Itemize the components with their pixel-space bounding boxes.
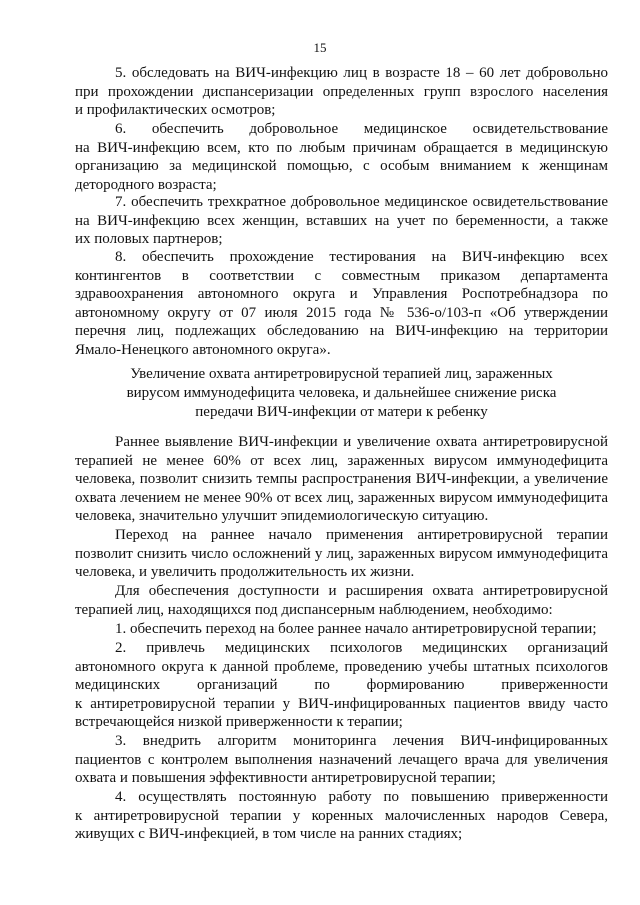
item-6-line: организацию за медицинской помощью, с особым вниманием к женщинам bbox=[75, 158, 608, 175]
list-item-line: 1. обеспечить переход на более раннее начало антиретровирусной терапии; bbox=[115, 621, 597, 637]
list-item-line: пациентов с контролем выполнения назначений лечащего врача для увеличения bbox=[75, 751, 608, 768]
paragraph-line: охвата лечением не менее 90% от всех лиц, зараженных вирусом иммунодефицита bbox=[75, 489, 608, 506]
paragraph-line: Для обеспечения доступности и расширения охвата антиретровирусной bbox=[115, 583, 608, 599]
section-heading bbox=[75, 365, 608, 422]
section-heading-line: Увеличение охвата антиретровирусной терапией лиц, зараженных bbox=[130, 366, 553, 382]
list-item-line: к антиретровирусной терапии у ВИЧ-инфицированных пациентов ввиду часто bbox=[75, 695, 608, 712]
item-5-line: 5. обследовать на ВИЧ-инфекцию лиц в возрасте 18 – 60 лет добровольно bbox=[115, 65, 608, 81]
section-heading-line: передачи ВИЧ-инфекции от матери к ребенку bbox=[195, 404, 488, 420]
list-item-2 bbox=[75, 639, 608, 732]
paragraph-early-detection bbox=[75, 433, 608, 526]
list-item-3 bbox=[75, 732, 608, 788]
paragraph-line: человека, позволит снизить темпы распространения ВИЧ-инфекции, а увеличение bbox=[75, 471, 608, 488]
paragraph-line: Переход на раннее начало применения антиретровирусной терапии bbox=[115, 527, 608, 543]
paragraph-line: человека, значительно улучшит эпидемиологическую ситуацию. bbox=[75, 508, 489, 525]
paragraph-line: Раннее выявление ВИЧ-инфекции и увеличение охвата антиретровирусной bbox=[115, 434, 608, 450]
item-8-line: здравоохранения автономного округа и Управления Роспотребнадзора по bbox=[75, 286, 608, 303]
list-item-line: 4. осуществлять постоянную работу по повышению приверженности bbox=[115, 789, 608, 805]
item-8-line: 8. обеспечить прохождение тестирования на ВИЧ-инфекцию всех bbox=[115, 249, 608, 265]
list-item-line: встречающейся низкой приверженности к терапии; bbox=[75, 714, 403, 731]
list-item-line: живущих с ВИЧ-инфекцией, в том числе на ранних стадиях; bbox=[75, 826, 463, 843]
list-item-4 bbox=[75, 788, 608, 844]
list-item-line: медицинских организаций по формированию приверженности bbox=[75, 677, 608, 694]
item-7-line: их половых партнеров; bbox=[75, 231, 223, 248]
item-8-line: автономному округу от 07 июля 2015 года № 536-о/103-п «Об утверждении bbox=[75, 304, 608, 321]
page-number: 15 bbox=[313, 40, 327, 55]
item-8-line: перечня лиц, подлежащих обследованию на ВИЧ-инфекцию на территории bbox=[75, 323, 608, 340]
item-6-line: 6. обеспечить добровольное медицинское освидетельствование bbox=[115, 121, 608, 137]
list-item-1 bbox=[75, 620, 608, 639]
section-heading-line: вирусом иммунодефицита человека, и дальнейшее снижение риска bbox=[126, 385, 557, 401]
list-item-line: 2. привлечь медицинских психологов медицинских организаций bbox=[115, 640, 608, 656]
paragraph-line: терапией лиц, находящихся под диспансерным наблюдением, необходимо: bbox=[75, 601, 553, 618]
list-item-line: 3. внедрить алгоритм мониторинга лечения ВИЧ-инфицированных bbox=[115, 733, 608, 749]
list-item-line: автономного округа к данной проблеме, проведению учебы штатных психологов bbox=[75, 658, 608, 675]
paragraph-early-start bbox=[75, 526, 608, 582]
item-7-line: 7. обеспечить трехкратное добровольное медицинское освидетельствование bbox=[115, 194, 608, 210]
paragraph-line: человека, и увеличить продолжительность их жизни. bbox=[75, 564, 415, 581]
paragraph-access bbox=[75, 582, 608, 619]
paragraph-line: позволит снизить число осложнений у лиц, зараженных вирусом иммунодефицита bbox=[75, 545, 608, 562]
item-7 bbox=[75, 193, 608, 249]
item-5-line: и профилактических осмотров; bbox=[75, 102, 276, 119]
item-5 bbox=[75, 64, 608, 120]
item-8 bbox=[75, 248, 608, 360]
item-8-line: Ямало-Ненецкого автономного округа». bbox=[75, 341, 331, 358]
list-item-line: охвата и повышения эффективности антиретровирусной терапии; bbox=[75, 770, 496, 787]
item-5-line: при прохождении диспансеризации определенных групп взрослого населения bbox=[75, 83, 608, 100]
item-6-line: детородного возраста; bbox=[75, 176, 217, 193]
paragraph-line: терапией не менее 60% от всех лиц, зараженных вирусом иммунодефицита bbox=[75, 452, 608, 469]
list-item-line: к антиретровирусной терапии у коренных малочисленных народов Севера, bbox=[75, 807, 608, 824]
item-7-line: на ВИЧ-инфекцию всех женщин, вставших на учет по беременности, а также bbox=[75, 212, 608, 229]
item-6-line: на ВИЧ-инфекцию всем, кто по любым причинам обращается в медицинскую bbox=[75, 139, 608, 156]
item-6 bbox=[75, 120, 608, 194]
item-8-line: контингентов в соответствии с совместным приказом департамента bbox=[75, 267, 608, 284]
